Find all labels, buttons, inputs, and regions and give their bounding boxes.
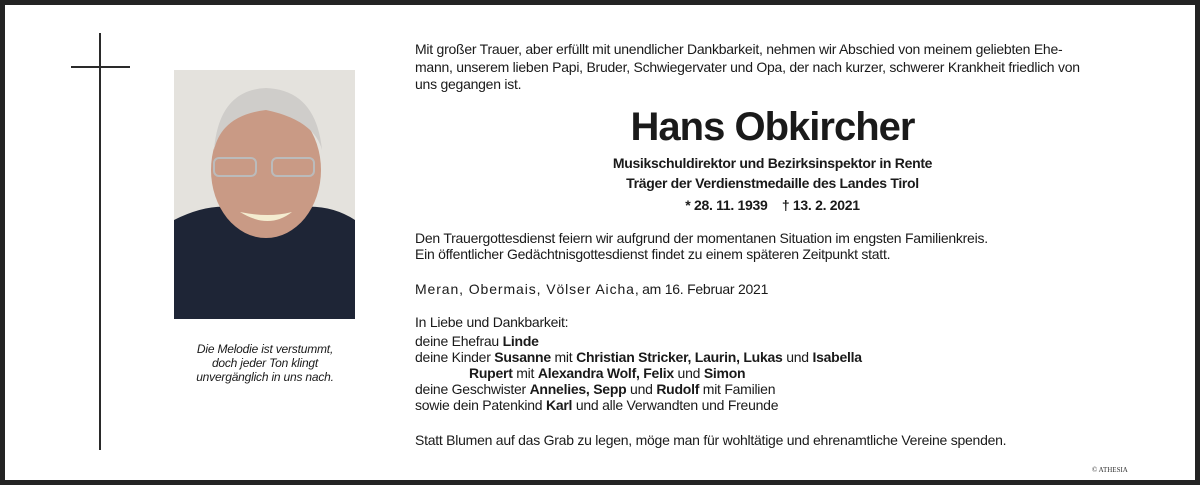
mourner-line: deine Kinder Susanne mit Christian Stricker, Laurin, Lukas und Isabella: [415, 349, 862, 365]
death-date: † 13. 2. 2021: [781, 197, 860, 213]
memorial-quote: [175, 342, 355, 384]
birth-date: * 28. 11. 1939: [685, 197, 768, 213]
deceased-name: Hans Obkircher: [630, 105, 915, 149]
date: , am 16. Februar 2021: [634, 281, 769, 297]
closing-note: Statt Blumen auf das Grab zu legen, möge man für wohltätige und ehrenamtliche Vereine spenden.: [415, 432, 1007, 448]
mourner-line: deine Ehefrau Linde: [415, 333, 539, 349]
places: Meran, Obermais, Völser Aicha: [415, 281, 635, 297]
service-line: Den Trauergottesdienst feiern wir aufgrund der momentanen Situation im engsten Familienkreis.: [415, 230, 988, 246]
intro-line: uns gegangen ist.: [415, 76, 522, 92]
mourner-line: sowie dein Patenkind Karl und alle Verwandten und Freunde: [415, 397, 779, 413]
quote-line: Die Melodie ist verstummt,: [196, 342, 334, 356]
cross-icon: [99, 33, 101, 450]
life-dates: [415, 197, 1130, 214]
portrait-photo: [174, 70, 355, 319]
place-date: [415, 281, 768, 298]
quote-line: doch jeder Ton klingt: [211, 356, 319, 370]
intro-line: mann, unserem lieben Papi, Bruder, Schwiegervater und Opa, der nach kurzer, schwerer Krankheit friedlich von: [415, 59, 1080, 75]
service-line: Ein öffentlicher Gedächtnisgottesdienst findet zu einem späteren Zeitpunkt statt.: [415, 246, 891, 262]
intro-line: Mit großer Trauer, aber erfüllt mit unendlicher Dankbarkeit, nehmen wir Abschied von meinem geliebten Ehe-: [415, 41, 1063, 57]
deceased-title: Musikschuldirektor und Bezirksinspektor in Rente: [612, 155, 933, 171]
cross-icon-bar: [71, 66, 130, 68]
mourners-heading: In Liebe und Dankbarkeit:: [415, 314, 569, 330]
deceased-honor: Träger der Verdienstmedaille des Landes Tirol: [626, 175, 919, 191]
mourner-line: deine Geschwister Annelies, Sepp und Rudolf mit Familien: [415, 381, 776, 397]
quote-line: unvergänglich in uns nach.: [196, 370, 334, 384]
copyright: © ATHESIA: [1092, 466, 1128, 474]
mourner-line: Rupert mit Alexandra Wolf, Felix und Simon: [469, 365, 746, 381]
